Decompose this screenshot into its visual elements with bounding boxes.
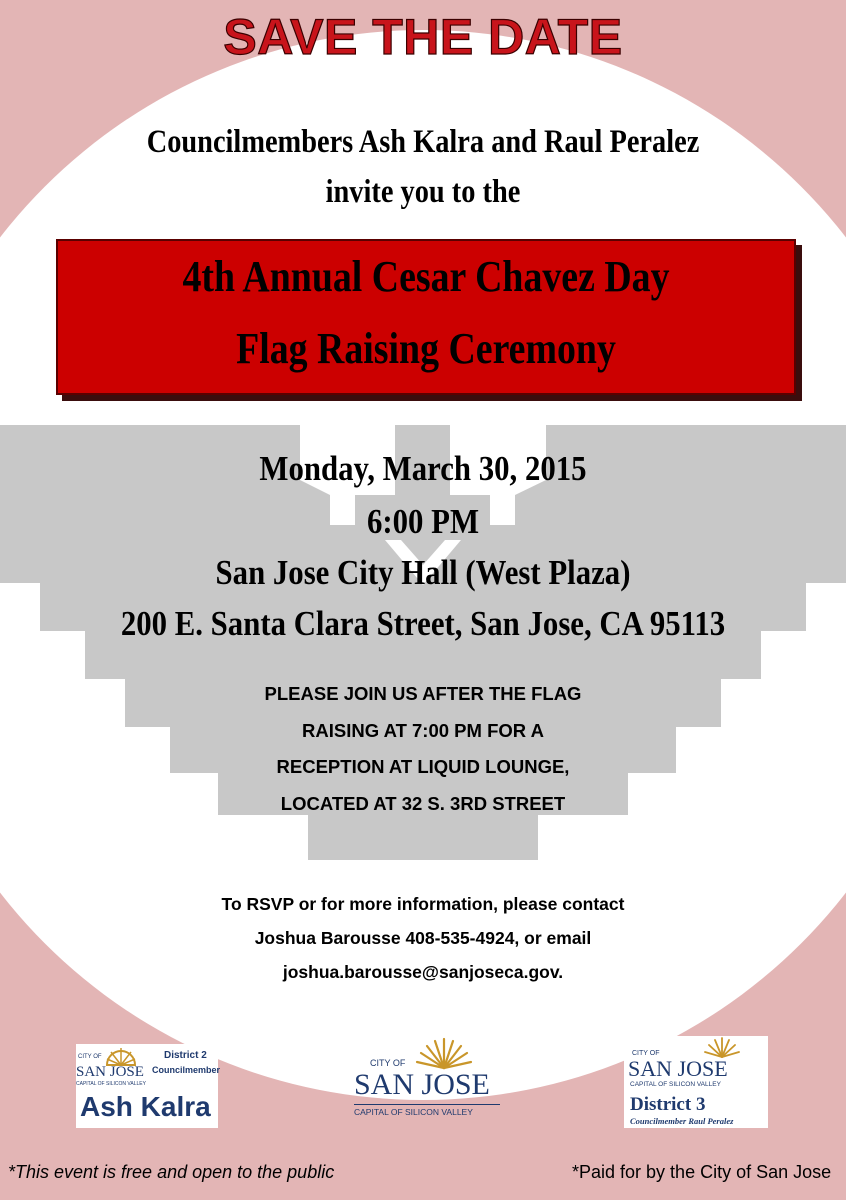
city-logo-city-of: CITY OF [370,1058,406,1068]
peralez-logo-tagline: CAPITAL OF SILICON VALLEY [630,1081,721,1088]
kalra-district: District 2 [164,1050,207,1061]
event-address: 200 E. Santa Clara Street, San Jose, CA 95113 [120,604,726,643]
paid-for-note: *Paid for by the City of San Jose [572,1162,832,1182]
sun-rays-icon [104,1046,138,1066]
kalra-logo-tagline: CAPITAL OF SILICON VALLEY [76,1081,146,1087]
rsvp-line-2: Joshua Barousse 408-535-4924, or email [254,928,592,948]
peralez-district-logo [624,1036,768,1128]
reception-line-2: RAISING AT 7:00 PM FOR A [302,719,544,741]
peralez-role: Councilmember Raul Peralez [630,1116,734,1126]
reception-line-1: PLEASE JOIN US AFTER THE FLAG [264,683,582,704]
city-logo-tagline: CAPITAL OF SILICON VALLEY [354,1104,500,1117]
peralez-logo-city: SAN JOSE [628,1056,728,1081]
city-logo-city: SAN JOSE [354,1068,490,1101]
kalra-name: Ash Kalra [80,1091,211,1122]
kalra-role: Councilmember [152,1065,221,1075]
rsvp-line-1: To RSVP or for more information, please contact [221,894,625,914]
peralez-district: District 3 [630,1094,706,1115]
kalra-district-logo [76,1044,221,1128]
save-the-date-title: SAVE THE DATE [223,9,623,65]
sun-rays-icon [702,1036,742,1058]
banner-line-1: 4th Annual Cesar Chavez Day [182,252,670,301]
free-event-note: *This event is free and open to the public [8,1162,335,1182]
city-of-san-jose-logo [348,1036,504,1126]
reception-line-3: RECEPTION AT LIQUID LOUNGE, [276,756,570,777]
event-date: Monday, March 30, 2015 [259,449,587,488]
event-name-banner [56,239,796,395]
sun-rays-icon [414,1036,474,1070]
kalra-logo-city-of: CITY OF [78,1054,102,1060]
peralez-logo-city-of: CITY OF [632,1050,660,1057]
kalra-logo-city: SAN JOSE [76,1064,144,1080]
rsvp-contact-email: joshua.barousse@sanjoseca.gov. [282,962,564,982]
reception-line-4: LOCATED AT 32 S. 3RD STREET [280,792,566,814]
reception-notice [150,676,696,822]
event-venue: San Jose City Hall (West Plaza) [215,553,631,592]
invitation-line-2: invite you to the [325,174,521,210]
banner-line-2: Flag Raising Ceremony [236,324,616,373]
event-time: 6:00 PM [366,502,480,541]
invitation-line-1: Councilmembers Ash Kalra and Raul Peralez [146,124,700,160]
